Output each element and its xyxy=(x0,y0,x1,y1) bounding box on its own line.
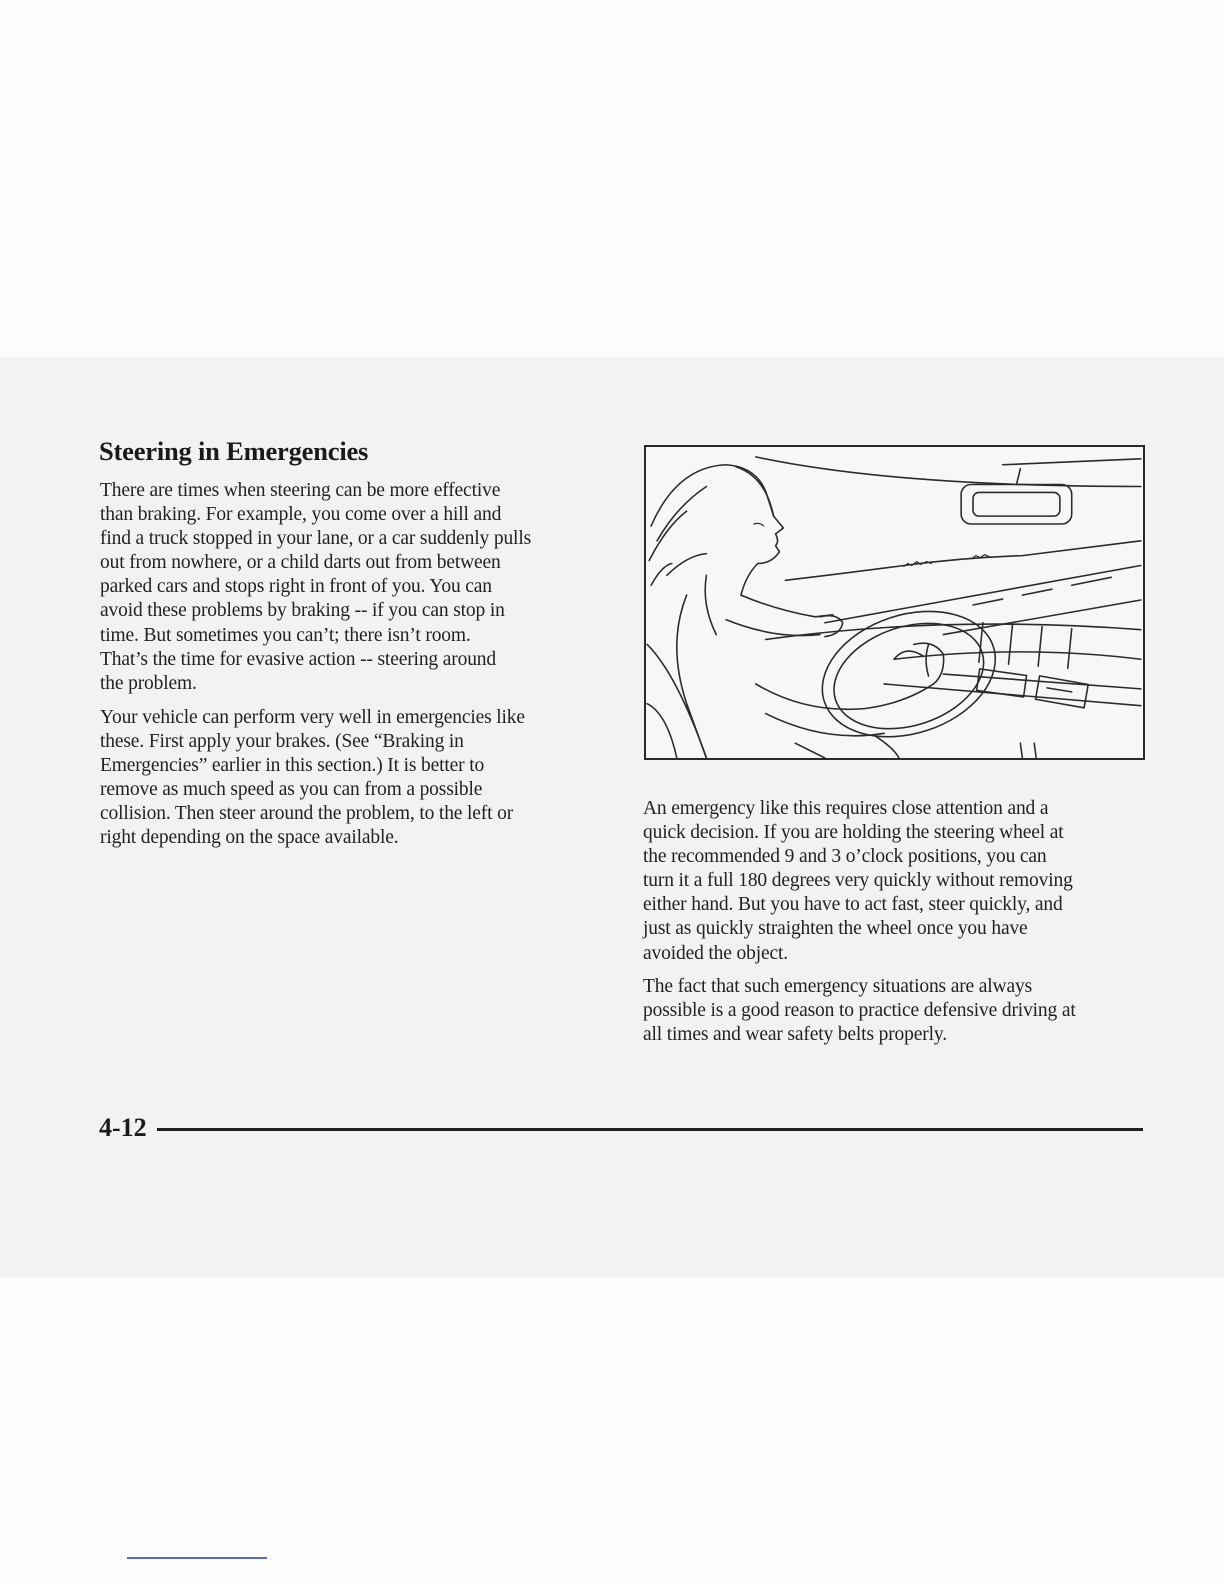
link-underline[interactable] xyxy=(127,1557,267,1559)
paragraph-quick-decision: An emergency like this requires close attention and a quick decision. If you are holding the steering wheel at the recommended 9 and 3 o’clock positions, you can turn it a full 180 degrees very quickly without removing either hand. But you have to act fast, steer quickly, and just as quickly straighten the wheel once you have avoided the object. xyxy=(643,798,1073,964)
page-number: 4-12 xyxy=(99,1113,147,1142)
section-title: Steering in Emergencies xyxy=(99,436,369,466)
footer-rule xyxy=(157,1128,1143,1131)
paragraph-vehicle-performance: Your vehicle can perform very well in emergencies like these. First apply your brakes. (See “Braking in Emergencies” earlier in this section.) It is better to remove as much speed as you can from a possible collision. Then steer around the problem, to the left or right depending on the space available. xyxy=(100,707,525,849)
paragraph-defensive-driving: The fact that such emergency situations are always possible is a good reason to practice defensive driving at all times and wear safety belts properly. xyxy=(643,976,1076,1046)
driver-steering-illustration xyxy=(644,445,1145,760)
paragraph-intro: There are times when steering can be more effective than braking. For example, you come over a hill and find a truck stopped in your lane, or a car suddenly pulls out from nowhere, or a child darts out from between parked cars and stops right in front of you. You can avoid these problems by braking -- if you can stop in time. But sometimes you can’t; there isn’t room. That’s the time for evasive action -- steering around the problem. xyxy=(100,480,532,694)
line-drawing xyxy=(646,447,1143,758)
